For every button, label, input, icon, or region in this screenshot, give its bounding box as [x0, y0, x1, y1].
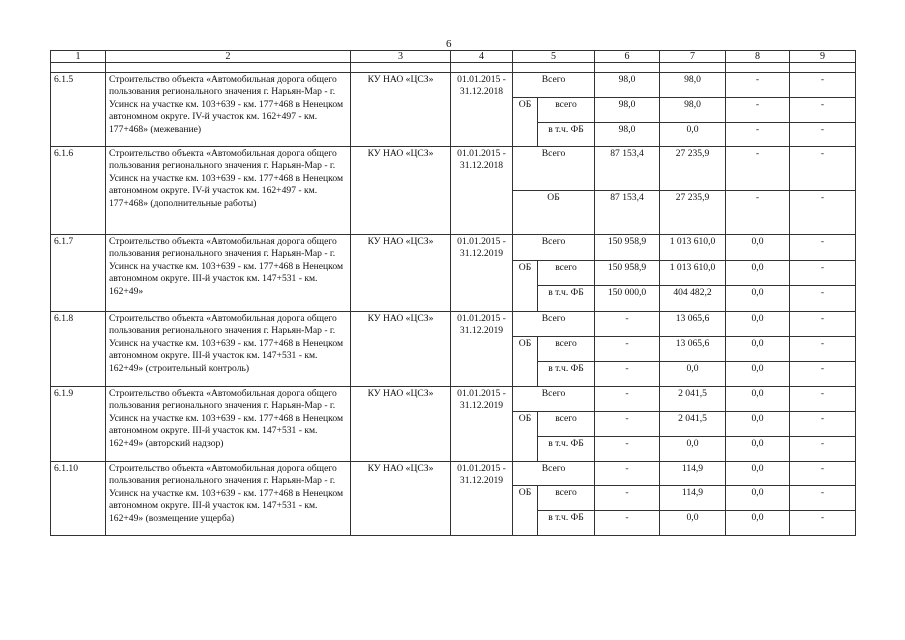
header-row: [51, 51, 856, 63]
row-number: 6.1.10: [51, 462, 106, 536]
cell-col6: -: [595, 412, 660, 437]
cell-col6: -: [595, 462, 660, 486]
cell-col6: -: [595, 486, 660, 511]
row-executor: КУ НАО «ЦСЗ»: [351, 387, 451, 462]
source-ob-total-label: всего: [538, 261, 595, 286]
cell-col6: -: [595, 387, 660, 412]
spacer-row: [51, 63, 856, 73]
row-number: 6.1.9: [51, 387, 106, 462]
row-name: Строительство объекта «Автомобильная дорога общего пользования регионального значения г. Нарьян-Мар - г. Усинск на участке км. 103+639 - км. 177+468 в Ненецком автономном округе. III-й участок км. 147+531 - км. 162+49» (возмещение ущерба): [106, 462, 351, 536]
cell-col6: -: [595, 362, 660, 387]
cell-col6: 150 000,0: [595, 286, 660, 312]
cell-col9: -: [790, 462, 856, 486]
cell-col9: -: [790, 337, 856, 362]
source-total-label: Всего: [513, 73, 595, 98]
cell-col6: 98,0: [595, 98, 660, 123]
source-total-label: Всего: [513, 147, 595, 191]
row-name: Строительство объекта «Автомобильная дорога общего пользования регионального значения г. Нарьян-Мар - г. Усинск на участке км. 103+639 - км. 177+468 в Ненецком автономном округе. IV-й участок км. 162+497 - км. 177+468» (дополнительные работы): [106, 147, 351, 235]
program-table: [50, 50, 856, 536]
cell-col6: 98,0: [595, 73, 660, 98]
cell-col8: -: [726, 191, 790, 235]
header-col-5: 5: [513, 51, 595, 63]
page-number: 6: [446, 38, 452, 50]
source-total-label: Всего: [513, 387, 595, 412]
cell-col7: 114,9: [660, 462, 726, 486]
row-number: 6.1.6: [51, 147, 106, 235]
row-executor: КУ НАО «ЦСЗ»: [351, 462, 451, 536]
source-ob-label: ОБ: [513, 412, 538, 462]
row-name: Строительство объекта «Автомобильная дорога общего пользования регионального значения г. Нарьян-Мар - г. Усинск на участке км. 103+639 - км. 177+468 в Ненецком автономном округе. III-й участок км. 147+531 - км. 162+49» (авторский надзор): [106, 387, 351, 462]
cell-col9: -: [790, 235, 856, 261]
header-col-4: 4: [451, 51, 513, 63]
source-ob-total-label: всего: [538, 337, 595, 362]
source-fb-label: в т.ч. ФБ: [538, 286, 595, 312]
source-fb-label: в т.ч. ФБ: [538, 511, 595, 536]
header-col-2: 2: [106, 51, 351, 63]
cell-col8: 0,0: [726, 261, 790, 286]
cell-col9: -: [790, 123, 856, 147]
cell-col7: 27 235,9: [660, 191, 726, 235]
table-row: [51, 462, 856, 486]
source-fb-label: в т.ч. ФБ: [538, 123, 595, 147]
cell-col8: 0,0: [726, 437, 790, 462]
row-period: 01.01.2015 - 31.12.2018: [451, 147, 513, 235]
cell-col9: -: [790, 312, 856, 337]
cell-col9: -: [790, 387, 856, 412]
table-row: [51, 312, 856, 337]
source-ob-label: ОБ: [513, 337, 538, 387]
cell-col8: 0,0: [726, 412, 790, 437]
row-period: 01.01.2015 - 31.12.2019: [451, 235, 513, 312]
cell-col8: 0,0: [726, 387, 790, 412]
table-row: [51, 235, 856, 261]
cell-col8: 0,0: [726, 286, 790, 312]
source-ob-label: ОБ: [513, 486, 538, 536]
source-ob-label: ОБ: [513, 261, 538, 312]
row-period: 01.01.2015 - 31.12.2019: [451, 462, 513, 536]
cell-col8: 0,0: [726, 235, 790, 261]
source-total-label: Всего: [513, 312, 595, 337]
row-executor: КУ НАО «ЦСЗ»: [351, 147, 451, 235]
row-period: 01.01.2015 - 31.12.2019: [451, 312, 513, 387]
header-col-6: 6: [595, 51, 660, 63]
row-number: 6.1.7: [51, 235, 106, 312]
cell-col7: 98,0: [660, 73, 726, 98]
cell-col6: 150 958,9: [595, 235, 660, 261]
header-col-7: 7: [660, 51, 726, 63]
cell-col8: 0,0: [726, 362, 790, 387]
cell-col8: -: [726, 98, 790, 123]
cell-col8: 0,0: [726, 337, 790, 362]
row-period: 01.01.2015 - 31.12.2019: [451, 387, 513, 462]
cell-col9: -: [790, 98, 856, 123]
table-row: [51, 147, 856, 191]
cell-col9: -: [790, 362, 856, 387]
source-fb-label: в т.ч. ФБ: [538, 362, 595, 387]
cell-col8: 0,0: [726, 511, 790, 536]
row-name: Строительство объекта «Автомобильная дорога общего пользования регионального значения г. Нарьян-Мар - г. Усинск на участке км. 103+639 - км. 177+468 в Ненецком автономном округе. III-й участок км. 147+531 - км. 162+49»: [106, 235, 351, 312]
cell-col7: 1 013 610,0: [660, 235, 726, 261]
cell-col7: 0,0: [660, 362, 726, 387]
cell-col7: 2 041,5: [660, 387, 726, 412]
source-ob-total-label: всего: [538, 412, 595, 437]
cell-col8: -: [726, 73, 790, 98]
cell-col7: 114,9: [660, 486, 726, 511]
source-ob-total-label: всего: [538, 486, 595, 511]
row-name: Строительство объекта «Автомобильная дорога общего пользования регионального значения г. Нарьян-Мар - г. Усинск на участке км. 103+639 - км. 177+468 в Ненецком автономном округе. III-й участок км. 147+531 - км. 162+49» (строительный контроль): [106, 312, 351, 387]
cell-col8: 0,0: [726, 462, 790, 486]
cell-col8: 0,0: [726, 486, 790, 511]
cell-col7: 0,0: [660, 123, 726, 147]
cell-col9: -: [790, 486, 856, 511]
cell-col6: -: [595, 337, 660, 362]
cell-col7: 13 065,6: [660, 312, 726, 337]
cell-col6: 87 153,4: [595, 191, 660, 235]
row-executor: КУ НАО «ЦСЗ»: [351, 312, 451, 387]
cell-col9: -: [790, 147, 856, 191]
cell-col7: 98,0: [660, 98, 726, 123]
row-executor: КУ НАО «ЦСЗ»: [351, 235, 451, 312]
row-number: 6.1.5: [51, 73, 106, 147]
source-ob-label: ОБ: [513, 191, 595, 235]
cell-col9: -: [790, 511, 856, 536]
source-ob-total-label: всего: [538, 98, 595, 123]
cell-col7: 1 013 610,0: [660, 261, 726, 286]
source-fb-label: в т.ч. ФБ: [538, 437, 595, 462]
cell-col9: -: [790, 412, 856, 437]
cell-col7: 0,0: [660, 511, 726, 536]
cell-col8: 0,0: [726, 312, 790, 337]
cell-col8: -: [726, 123, 790, 147]
cell-col7: 404 482,2: [660, 286, 726, 312]
cell-col9: -: [790, 261, 856, 286]
table-row: [51, 73, 856, 98]
cell-col9: -: [790, 191, 856, 235]
cell-col8: -: [726, 147, 790, 191]
header-col-1: 1: [51, 51, 106, 63]
source-total-label: Всего: [513, 462, 595, 486]
cell-col7: 27 235,9: [660, 147, 726, 191]
header-col-9: 9: [790, 51, 856, 63]
source-total-label: Всего: [513, 235, 595, 261]
source-ob-label: ОБ: [513, 98, 538, 147]
cell-col7: 13 065,6: [660, 337, 726, 362]
row-period: 01.01.2015 - 31.12.2018: [451, 73, 513, 147]
cell-col7: 2 041,5: [660, 412, 726, 437]
cell-col6: 150 958,9: [595, 261, 660, 286]
cell-col6: 87 153,4: [595, 147, 660, 191]
cell-col6: -: [595, 511, 660, 536]
row-number: 6.1.8: [51, 312, 106, 387]
row-executor: КУ НАО «ЦСЗ»: [351, 73, 451, 147]
row-name: Строительство объекта «Автомобильная дорога общего пользования регионального значения г. Нарьян-Мар - г. Усинск на участке км. 103+639 - км. 177+468 в Ненецком автономном округе. IV-й участок км. 162+497 - км. 177+468» (межевание): [106, 73, 351, 147]
table-row: [51, 387, 856, 412]
cell-col9: -: [790, 437, 856, 462]
cell-col6: 98,0: [595, 123, 660, 147]
cell-col7: 0,0: [660, 437, 726, 462]
cell-col6: -: [595, 312, 660, 337]
cell-col9: -: [790, 286, 856, 312]
cell-col6: -: [595, 437, 660, 462]
header-col-3: 3: [351, 51, 451, 63]
cell-col9: -: [790, 73, 856, 98]
header-col-8: 8: [726, 51, 790, 63]
